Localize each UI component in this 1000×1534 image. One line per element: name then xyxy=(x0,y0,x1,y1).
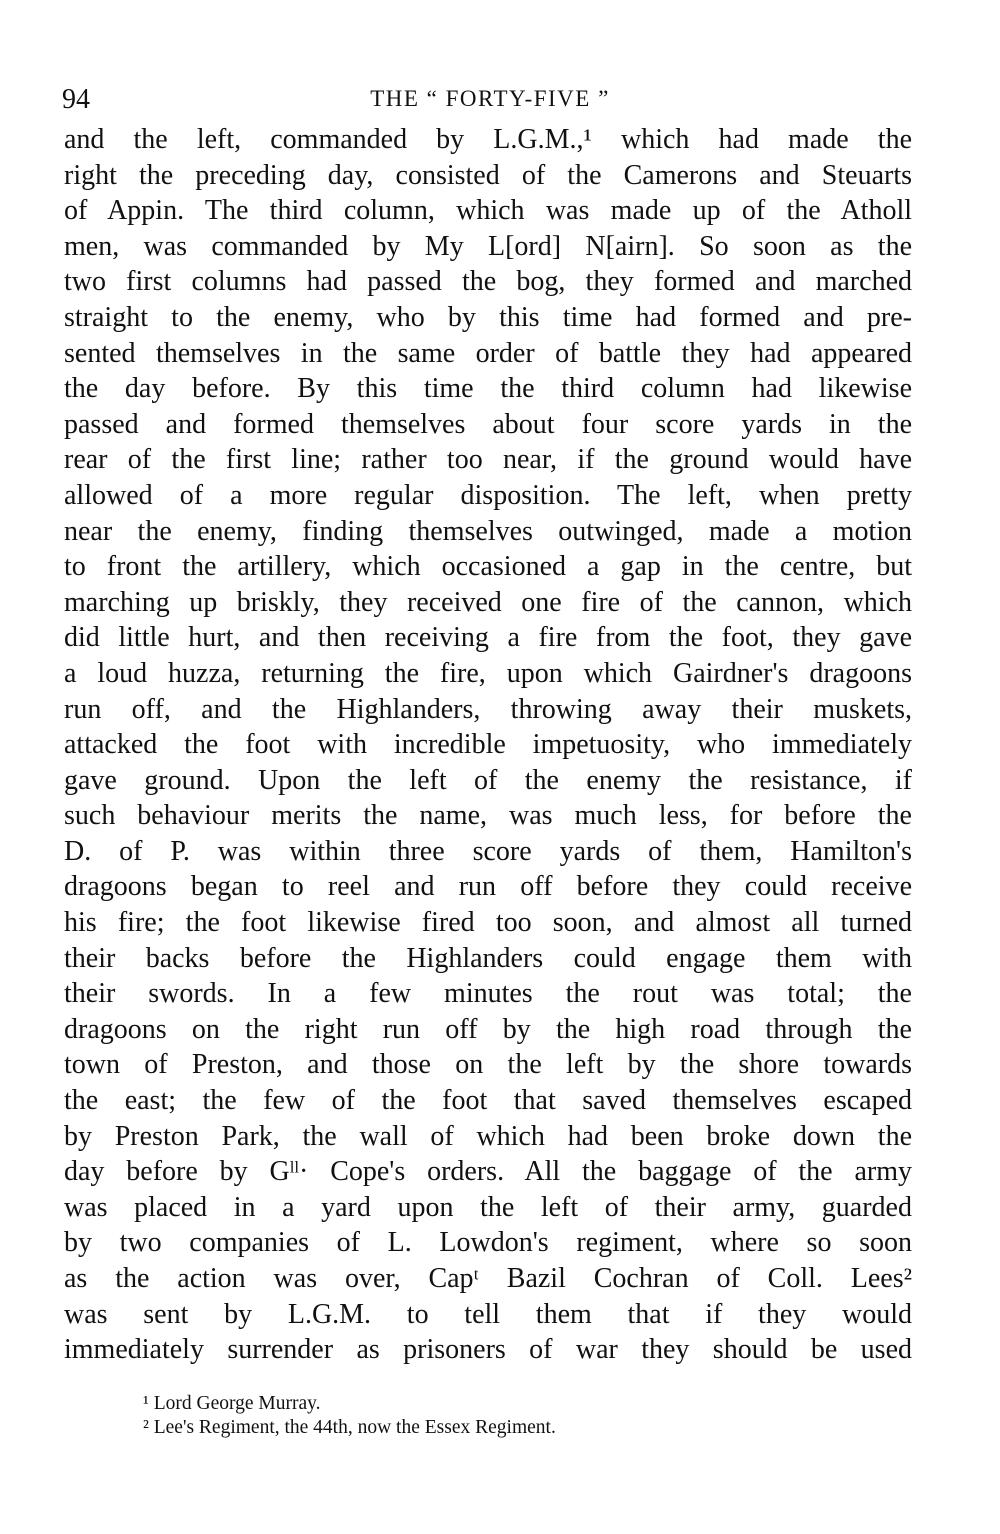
text-line-content: the east; the few of the foot that saved themselves escaped xyxy=(64,1085,912,1117)
text-line-content: their swords. In a few minutes the rout was total; the xyxy=(64,978,912,1010)
text-line-content: did little hurt, and then receiving a fire from the foot, they gave xyxy=(64,622,912,654)
text-line-content: near the enemy, finding themselves outwinged, made a motion xyxy=(64,515,912,547)
text-line-content: and the left, commanded by L.G.M.,¹ which had made the xyxy=(64,124,912,155)
text-line xyxy=(64,798,912,834)
text-line xyxy=(64,1119,912,1155)
text-line-content: was placed in a yard upon the left of their army, guarded xyxy=(64,1191,912,1223)
footnote-1: ¹ Lord George Murray. xyxy=(143,1393,321,1414)
text-line xyxy=(64,1225,912,1261)
text-line xyxy=(64,1332,912,1368)
text-line-content: the day before. By this time the third column had likewise xyxy=(64,373,912,405)
text-line-content: by Preston Park, the wall of which had been broke down the xyxy=(64,1120,912,1152)
text-line xyxy=(64,1047,912,1083)
text-line xyxy=(64,264,912,300)
text-line xyxy=(64,336,912,372)
text-line xyxy=(64,1297,912,1333)
text-line xyxy=(64,549,912,585)
text-line xyxy=(64,1154,912,1190)
text-line-content: day before by Gˡˡ· Cope's orders. All the baggage of the army xyxy=(64,1156,912,1188)
text-line-content: marching up briskly, they received one fire of the cannon, which xyxy=(64,586,912,618)
text-line-content: two first columns had passed the bog, they formed and marched xyxy=(64,266,912,298)
text-line-content: by two companies of L. Lowdon's regiment, where so soon xyxy=(64,1227,912,1259)
text-line xyxy=(64,1083,912,1119)
text-line-content: such behaviour merits the name, was much less, for before the xyxy=(64,800,912,832)
text-line-content: town of Preston, and those on the left by the shore towards xyxy=(64,1049,912,1081)
text-line xyxy=(64,976,912,1012)
text-line xyxy=(64,300,912,336)
text-line xyxy=(64,941,912,977)
footnote-2: ² Lee's Regiment, the 44th, now the Essex Regiment. xyxy=(143,1417,556,1438)
text-line-content: men, was commanded by My L[ord] N[airn]. So soon as the xyxy=(64,230,912,262)
text-line xyxy=(64,1261,912,1297)
text-line-content: attacked the foot with incredible impetuosity, who immediately xyxy=(64,729,912,761)
text-line xyxy=(64,158,912,194)
footnotes xyxy=(143,1392,556,1440)
text-line xyxy=(64,656,912,692)
text-line xyxy=(64,1012,912,1048)
text-line-content: rear of the first line; rather too near, if the ground would have xyxy=(64,444,912,476)
text-line-content: immediately surrender as prisoners of war they should be used xyxy=(64,1334,912,1366)
text-line xyxy=(64,229,912,265)
text-line xyxy=(64,834,912,870)
text-line-content: gave ground. Upon the left of the enemy the resistance, if xyxy=(64,764,912,796)
text-line xyxy=(64,514,912,550)
text-line xyxy=(64,1190,912,1226)
text-line-content: dragoons on the right run off by the high road through the xyxy=(64,1013,912,1045)
text-line-content: D. of P. was within three score yards of them, Hamilton's xyxy=(64,835,912,867)
text-line xyxy=(64,478,912,514)
text-line xyxy=(64,692,912,728)
text-line xyxy=(64,442,912,478)
text-line xyxy=(64,193,912,229)
text-line xyxy=(64,407,912,443)
page-number: 94 xyxy=(62,84,90,115)
text-line xyxy=(64,763,912,799)
text-line xyxy=(64,620,912,656)
running-title: THE “ FORTY-FIVE ” xyxy=(370,86,610,111)
text-line-content: was sent by L.G.M. to tell them that if they would xyxy=(64,1298,912,1330)
text-line-content: dragoons began to reel and run off before they could receive xyxy=(64,871,912,903)
text-line-content: sented themselves in the same order of battle they had appeared xyxy=(64,337,912,369)
text-line-content: allowed of a more regular disposition. The left, when pretty xyxy=(64,479,912,511)
text-line xyxy=(64,585,912,621)
text-line-content: straight to the enemy, who by this time had formed and pre- xyxy=(64,301,912,333)
text-line-content: a loud huzza, returning the fire, upon which Gairdner's dragoons xyxy=(64,657,912,689)
text-line-content: run off, and the Highlanders, throwing away their muskets, xyxy=(64,693,912,725)
text-line xyxy=(64,905,912,941)
text-line-content: to front the artillery, which occasioned a gap in the centre, but xyxy=(64,551,912,583)
text-line-content: their backs before the Highlanders could engage them with xyxy=(64,942,912,974)
text-line xyxy=(64,727,912,763)
body-text xyxy=(64,122,912,1368)
text-line xyxy=(64,122,912,158)
text-line-content: right the preceding day, consisted of the Camerons and Steuarts xyxy=(64,159,912,191)
text-line xyxy=(64,869,912,905)
text-line-content: passed and formed themselves about four score yards in the xyxy=(64,408,912,440)
text-line-content: his fire; the foot likewise fired too soon, and almost all turned xyxy=(64,907,912,939)
text-line-content: of Appin. The third column, which was made up of the Atholl xyxy=(64,195,912,227)
text-line-content: as the action was over, Capᵗ Bazil Cochran of Coll. Lees² xyxy=(64,1263,912,1294)
text-line xyxy=(64,371,912,407)
